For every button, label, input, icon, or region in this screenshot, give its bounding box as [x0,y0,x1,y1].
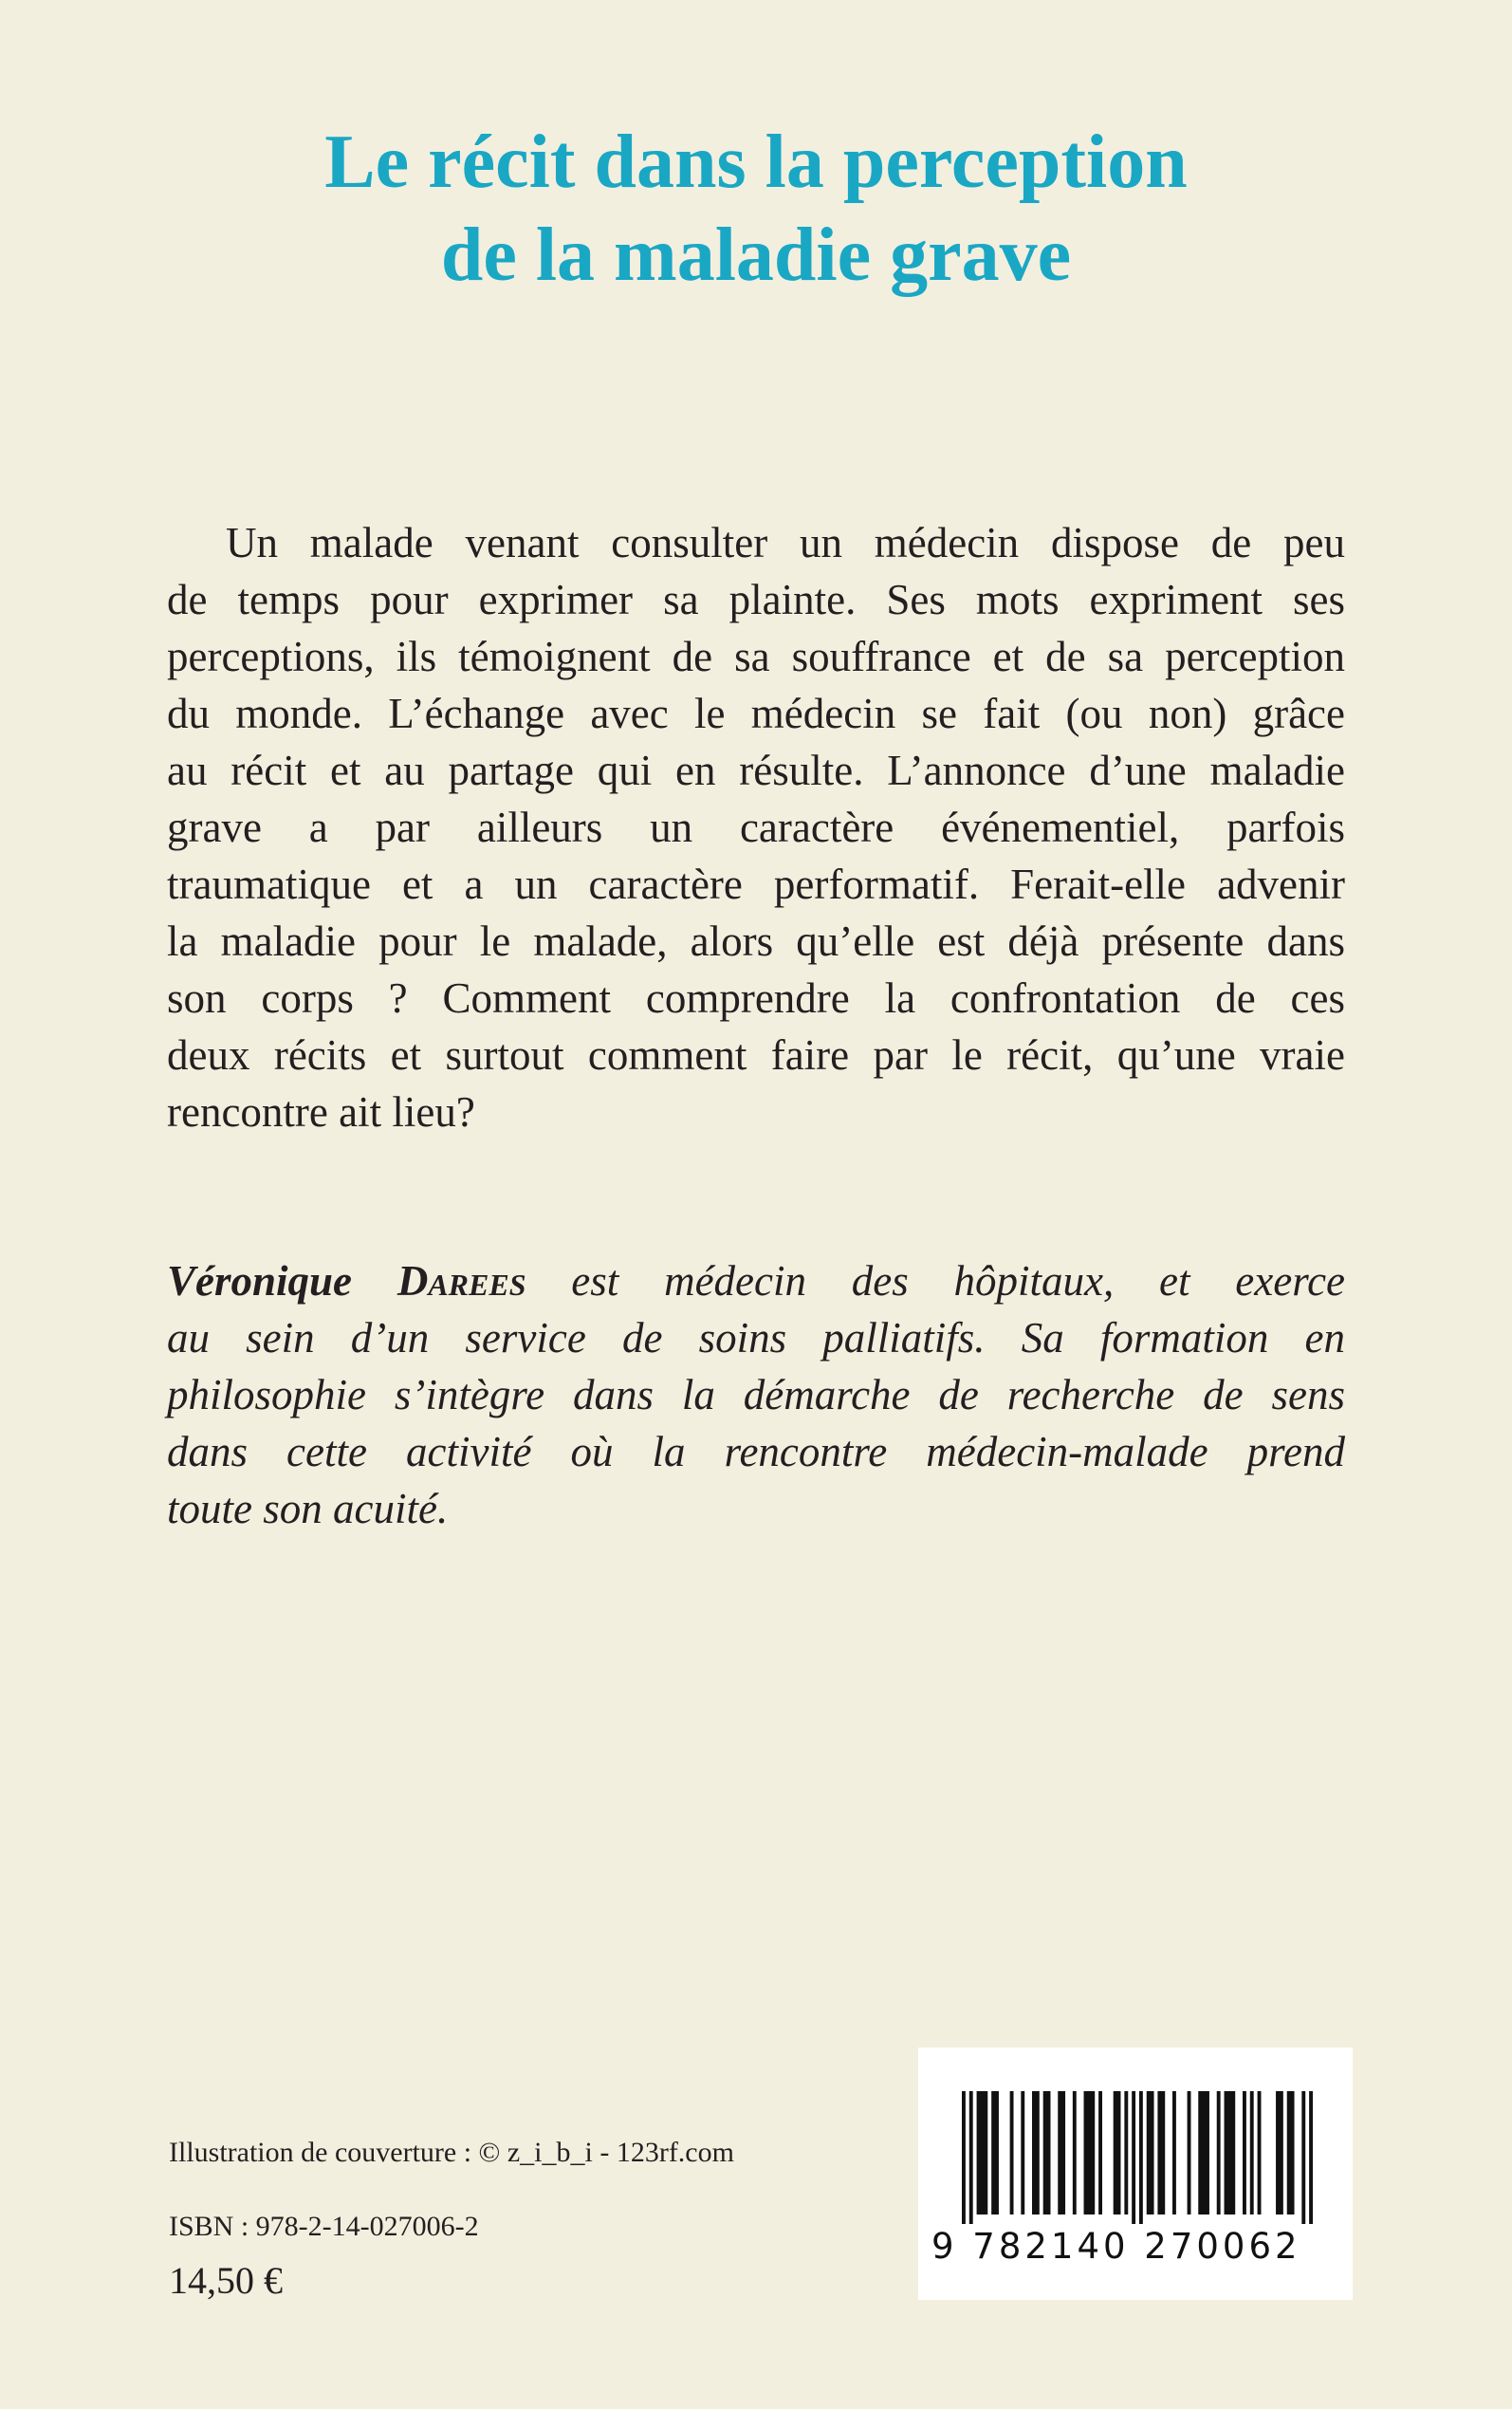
barcode-bar [1124,2091,1128,2214]
barcode-bar [1188,2091,1191,2214]
barcode-bar [1084,2091,1096,2214]
barcode-bar [1147,2091,1154,2214]
barcode-bar [969,2091,973,2224]
barcode-bar [1198,2091,1209,2214]
cover-illustration-credit: Illustration de couverture : © z_i_b_i - 123rf.com [169,2137,734,2168]
summary-line: perceptions, ils témoignent de sa souffrance et de sa perception [167,633,1345,680]
book-title-line-1: Le récit dans la perception [324,120,1188,204]
summary-line: de temps pour exprimer sa plainte. Ses mots expriment ses [167,576,1345,623]
barcode-bar [1301,2091,1305,2224]
summary-line: grave a par ailleurs un caractère événementiel, parfois [167,804,1345,851]
barcode-bar [1073,2091,1077,2214]
author-bio-line: dans cette activité où la rencontre médecin-malade prend [167,1428,1345,1475]
summary-line: traumatique et a un caractère performatif. Ferait-elle advenir [167,861,1345,908]
author-bio-line: philosophie s’intègre dans la démarche de recherche de sens [167,1371,1345,1418]
author-bio-text: est médecin des hôpitaux, et exerce [571,1257,1346,1305]
barcode-bar [1157,2091,1165,2214]
barcode-bar [1010,2091,1014,2214]
summary-line: deux récits et surtout comment faire par le récit, qu’une vraie [167,1031,1345,1079]
barcode-bar [1276,2091,1283,2214]
book-summary [167,514,1345,1140]
price: 14,50 € [169,2259,283,2302]
barcode-bar [1139,2091,1143,2224]
barcode-bar [962,2091,966,2224]
barcode-bars [962,2091,1313,2224]
barcode-bar [1058,2091,1065,2214]
summary-line: Un malade venant consulter un médecin dispose de peu [226,519,1345,566]
summary-line: du monde. L’échange avec le médecin se fait (ou non) grâce [167,690,1345,737]
author-last-name: Darees [396,1257,526,1305]
barcode-bar [1309,2091,1313,2224]
barcode-bar [1287,2091,1295,2214]
barcode-digits: 9 782140 270062 [931,2226,1301,2267]
author-bio-line [167,1252,1345,1309]
author-bio-line: au sein d’un service de soins palliatifs. Sa formation en [167,1314,1345,1362]
summary-line: la maladie pour le malade, alors qu’elle est déjà présente dans [167,917,1345,965]
barcode-bar [1043,2091,1051,2214]
barcode-bar [1225,2091,1236,2214]
author-bio-line: toute son acuité. [167,1485,449,1532]
barcode-bar [1258,2091,1262,2214]
isbn: ISBN : 978-2-14-027006-2 [169,2211,479,2242]
book-title [0,116,1512,302]
barcode-bar [1021,2091,1024,2214]
barcode-bar [1098,2091,1102,2214]
summary-line: au récit et au partage qui en résulte. L’annonce d’une maladie [167,747,1345,794]
barcode-bar [1243,2091,1246,2214]
barcode-bar [1132,2091,1135,2224]
barcode-bar [1250,2091,1254,2214]
author-first-name: Véronique [167,1257,353,1305]
summary-line: rencontre ait lieu? [167,1088,475,1136]
book-title-line-2: de la maladie grave [440,213,1072,297]
barcode-bar [1217,2091,1221,2214]
summary-line: son corps ? Comment comprendre la confrontation de ces [167,974,1345,1022]
barcode-bar [1114,2091,1121,2214]
barcode-bar [1172,2091,1176,2214]
barcode-bar [977,2091,988,2214]
barcode-bar [991,2091,999,2214]
barcode [918,2048,1353,2300]
author-bio [167,1252,1345,1537]
barcode-bar [1032,2091,1040,2214]
